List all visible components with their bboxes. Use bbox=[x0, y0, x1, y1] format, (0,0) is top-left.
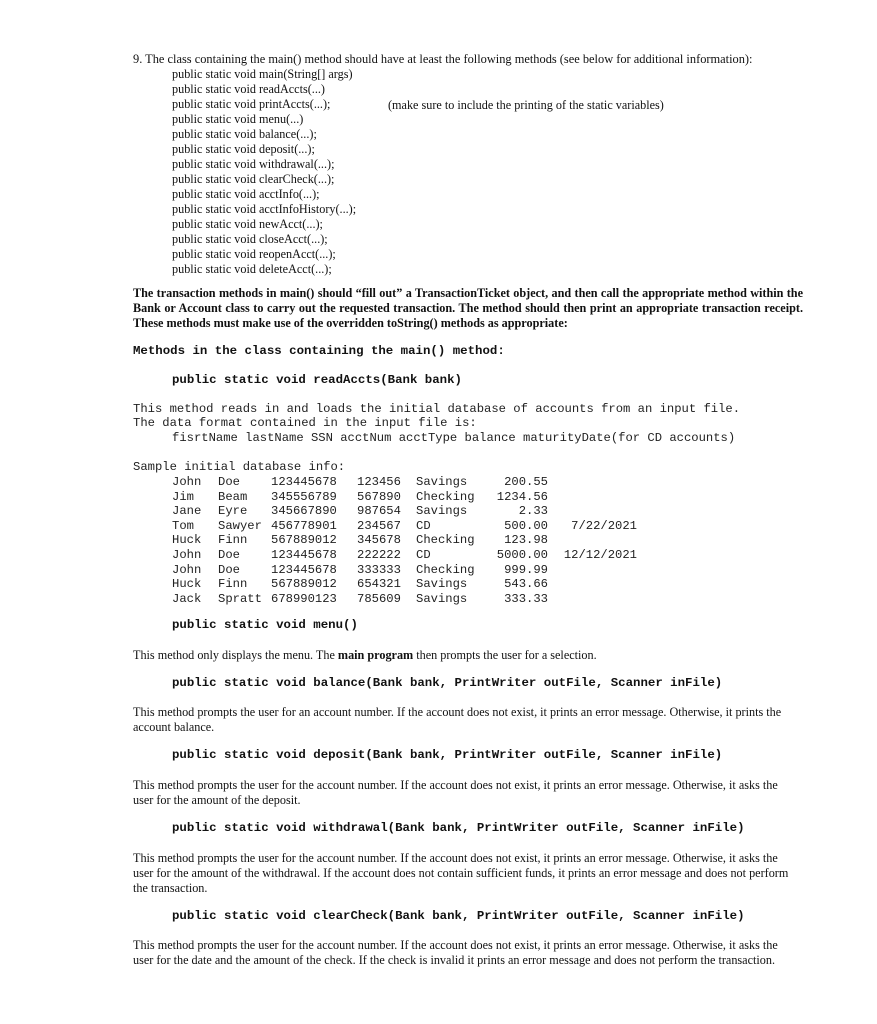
table-cell-balance: 999.99 bbox=[504, 562, 548, 577]
menu-description bbox=[133, 648, 801, 663]
table-cell-first: John bbox=[172, 548, 202, 562]
table-cell-first: Jack bbox=[172, 591, 202, 606]
method-list-item: public static void acctInfo(...); bbox=[172, 187, 320, 201]
table-cell-last: Doe bbox=[218, 475, 240, 489]
method-list-item: public static void reopenAcct(...); bbox=[172, 247, 336, 261]
table-cell-acct: 333333 bbox=[357, 562, 401, 577]
table-cell-acct: 654321 bbox=[357, 577, 401, 592]
table-cell-last: Sawyer bbox=[218, 518, 262, 533]
table-cell-ssn: 567889012 bbox=[271, 533, 337, 548]
table-cell-type: Checking bbox=[416, 562, 475, 577]
table-cell-acct: 567890 bbox=[357, 489, 401, 504]
table-cell-type: Savings bbox=[416, 577, 468, 592]
method-list-item: public static void closeAcct(...); bbox=[172, 232, 328, 246]
data-format-line: fisrtName lastName SSN acctNum acctType balance maturityDate(for CD accounts) bbox=[172, 431, 736, 445]
table-cell-type: Savings bbox=[416, 504, 468, 519]
menu-signature: public static void menu() bbox=[172, 618, 358, 632]
table-cell-last: Finn bbox=[218, 533, 248, 548]
table-cell-ssn: 345556789 bbox=[271, 489, 337, 504]
read-accts-description: The data format contained in the input file is: bbox=[133, 416, 477, 430]
method-list-item: public static void newAcct(...); bbox=[172, 217, 323, 231]
table-cell-first: Tom bbox=[172, 518, 194, 533]
table-cell-ssn: 345667890 bbox=[271, 504, 337, 519]
table-cell-balance: 1234.56 bbox=[496, 489, 548, 504]
table-cell-last: Doe bbox=[218, 548, 240, 562]
withdrawal-description: This method prompts the user for the account number. If the account does not exist, it prints an error message. Otherwise, it asks the user for the amount of the withdrawal. If the account does not contain sufficient funds, it prints an error message and does not perform the transaction. bbox=[133, 851, 789, 895]
table-cell-type: Checking bbox=[416, 533, 475, 548]
table-cell-acct: 785609 bbox=[357, 591, 401, 606]
read-accts-signature: public static void readAccts(Bank bank) bbox=[172, 373, 462, 387]
method-list-item: public static void acctInfoHistory(...); bbox=[172, 202, 357, 216]
table-cell-acct: 123456 bbox=[357, 475, 401, 489]
read-accts-description: This method reads in and loads the initial database of accounts from an input file. bbox=[133, 402, 741, 416]
method-list-item: public static void clearCheck(...); bbox=[172, 172, 335, 186]
main-program-emphasis: main program bbox=[337, 648, 414, 662]
method-list-item: public static void deleteAcct(...); bbox=[172, 262, 332, 276]
method-list-item: public static void menu(...) bbox=[172, 112, 304, 126]
deposit-description: This method prompts the user for the account number. If the account does not exist, it prints an error message. Otherwise, it asks the user for the amount of the deposit. bbox=[133, 778, 778, 807]
table-cell-ssn: 456778901 bbox=[271, 518, 337, 533]
table-cell-last: Eyre bbox=[218, 504, 248, 519]
table-cell-balance: 2.33 bbox=[518, 504, 548, 519]
table-cell-balance: 200.55 bbox=[504, 475, 548, 489]
table-cell-balance: 500.00 bbox=[504, 518, 548, 533]
section-heading: 9. The class containing the main() method should have at least the following methods (see below for additional information): bbox=[133, 52, 753, 66]
table-cell-acct: 234567 bbox=[357, 518, 401, 533]
method-list-item: public static void withdrawal(...); bbox=[172, 157, 335, 171]
table-cell-last: Beam bbox=[218, 489, 248, 504]
table-cell-type: CD bbox=[416, 548, 431, 562]
table-cell-ssn: 123445678 bbox=[271, 475, 337, 489]
menu-description-text: then prompts the user for a selection. bbox=[413, 648, 597, 662]
table-cell-last: Spratt bbox=[218, 591, 262, 606]
table-cell-balance: 123.98 bbox=[504, 533, 548, 548]
table-cell-first: Jim bbox=[172, 489, 194, 504]
menu-description-text: This method only displays the menu. The bbox=[133, 648, 338, 662]
method-list-item: public static void printAccts(...); bbox=[172, 97, 331, 111]
table-cell-maturity: 12/12/2021 bbox=[563, 548, 637, 562]
clear-check-signature: public static void clearCheck(Bank bank, PrintWriter outFile, Scanner inFile) bbox=[172, 909, 745, 923]
balance-description: This method prompts the user for an account number. If the account does not exist, it prints an error message. Otherwise, it prints the account balance. bbox=[133, 705, 782, 734]
table-cell-first: John bbox=[172, 475, 202, 489]
table-cell-balance: 5000.00 bbox=[496, 548, 548, 562]
table-cell-acct: 987654 bbox=[357, 504, 401, 519]
table-cell-ssn: 567889012 bbox=[271, 577, 337, 592]
table-cell-balance: 543.66 bbox=[504, 577, 548, 592]
table-cell-first: John bbox=[172, 562, 202, 577]
methods-section-title: Methods in the class containing the main() method: bbox=[133, 344, 505, 358]
print-accts-note: (make sure to include the printing of the static variables) bbox=[388, 98, 664, 112]
table-cell-type: CD bbox=[416, 518, 431, 533]
table-cell-ssn: 678990123 bbox=[271, 591, 337, 606]
deposit-signature: public static void deposit(Bank bank, PrintWriter outFile, Scanner inFile) bbox=[172, 748, 723, 762]
table-cell-acct: 345678 bbox=[357, 533, 401, 548]
balance-signature: public static void balance(Bank bank, PrintWriter outFile, Scanner inFile) bbox=[172, 676, 723, 690]
table-cell-acct: 222222 bbox=[357, 548, 401, 562]
method-list-item: public static void deposit(...); bbox=[172, 142, 315, 156]
table-cell-type: Checking bbox=[416, 489, 475, 504]
table-cell-ssn: 123445678 bbox=[271, 548, 337, 562]
table-cell-last: Finn bbox=[218, 577, 248, 592]
sample-database-title: Sample initial database info: bbox=[133, 460, 346, 474]
method-list-item: public static void readAccts(...) bbox=[172, 82, 325, 96]
withdrawal-signature: public static void withdrawal(Bank bank, PrintWriter outFile, Scanner inFile) bbox=[172, 821, 745, 835]
table-cell-last: Doe bbox=[218, 562, 240, 577]
table-cell-balance: 333.33 bbox=[504, 591, 548, 606]
table-cell-type: Savings bbox=[416, 591, 468, 606]
table-cell-maturity: 7/22/2021 bbox=[571, 518, 637, 533]
table-cell-ssn: 123445678 bbox=[271, 562, 337, 577]
transaction-paragraph: The transaction methods in main() should “fill out” a TransactionTicket object, and then call the appropriate method within the Bank or Account class to carry out the requested transaction. The method should then print an appropriate transaction receipt. These methods must make use of the overridden toString() methods as appropriate: bbox=[133, 286, 803, 330]
clear-check-description: This method prompts the user for the account number. If the account does not exist, it prints an error message. Otherwise, it asks the user for the date and the amount of the check. If the check is invalid it prints an error message and does not perform the transaction. bbox=[133, 938, 778, 967]
method-list-item: public static void main(String[] args) bbox=[172, 67, 353, 81]
table-cell-first: Huck bbox=[172, 533, 202, 548]
table-cell-type: Savings bbox=[416, 475, 468, 489]
table-cell-first: Jane bbox=[172, 504, 202, 519]
method-list-item: public static void balance(...); bbox=[172, 127, 317, 141]
table-cell-first: Huck bbox=[172, 577, 202, 592]
